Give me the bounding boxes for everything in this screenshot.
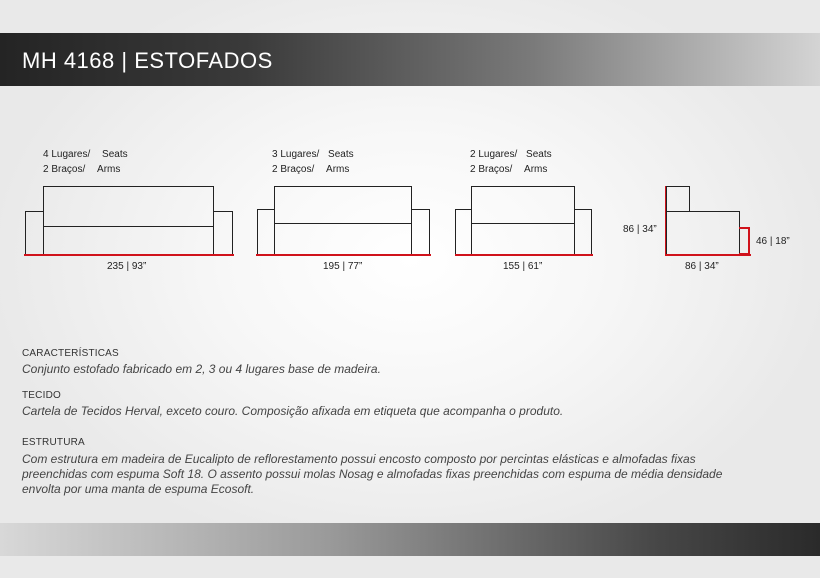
sofa-seats-label bbox=[43, 148, 128, 162]
seat-height-label: 46 | 18” bbox=[756, 236, 790, 247]
page-title: MH 4168 | ESTOFADOS bbox=[22, 48, 273, 73]
sofa-arms-label bbox=[43, 163, 120, 177]
section-body-tecido: Cartela de Tecidos Herval, exceto couro. Composição afixada em etiqueta que acompanha o produto. bbox=[22, 404, 564, 418]
width-label: 235 | 93” bbox=[107, 261, 147, 272]
footer-bar bbox=[0, 523, 820, 556]
seats-text: Seats bbox=[328, 149, 354, 160]
bracos-text: 2 Braços/ bbox=[272, 164, 315, 175]
lugares-text: 3 Lugares/ bbox=[272, 149, 320, 160]
width-dimension-line bbox=[24, 254, 234, 256]
arms-text: Arms bbox=[524, 164, 548, 175]
width-dimension-line bbox=[256, 254, 431, 256]
sofa-right-arm bbox=[411, 209, 430, 255]
side-body bbox=[666, 211, 740, 255]
arms-text: Arms bbox=[97, 164, 121, 175]
height-label: 86 | 34” bbox=[623, 224, 657, 235]
sofa-seat bbox=[43, 226, 214, 255]
sofa-left-arm bbox=[257, 209, 275, 255]
sofa-seats-label bbox=[272, 148, 354, 162]
seat-height-dimension-line bbox=[739, 227, 750, 255]
sofa-left-arm bbox=[455, 209, 472, 255]
section-title-estrutura: ESTRUTURA bbox=[22, 437, 85, 448]
sofa-backrest bbox=[274, 186, 412, 224]
sofa-seats-label bbox=[470, 148, 552, 162]
sofa-seat bbox=[471, 223, 575, 255]
width-dimension-line bbox=[455, 254, 593, 256]
sofa-seat bbox=[274, 223, 412, 255]
section-body-caracteristicas: Conjunto estofado fabricado em 2, 3 ou 4 lugares base de madeira. bbox=[22, 362, 381, 376]
bracos-text: 2 Braços/ bbox=[470, 164, 513, 175]
width-label: 195 | 77” bbox=[323, 261, 363, 272]
sofa-backrest bbox=[471, 186, 575, 224]
depth-label: 86 | 34” bbox=[685, 261, 719, 272]
section-title-tecido: TECIDO bbox=[22, 390, 61, 401]
sofa-right-arm bbox=[574, 209, 592, 255]
arms-text: Arms bbox=[326, 164, 350, 175]
lugares-text: 4 Lugares/ bbox=[43, 149, 91, 160]
bracos-text: 2 Braços/ bbox=[43, 164, 86, 175]
side-backrest-top bbox=[666, 186, 690, 212]
section-title-caracteristicas: CARACTERÍSTICAS bbox=[22, 348, 119, 359]
lugares-text: 2 Lugares/ bbox=[470, 149, 518, 160]
sofa-arms-label bbox=[470, 163, 547, 177]
sofa-backrest bbox=[43, 186, 214, 227]
seats-text: Seats bbox=[102, 149, 128, 160]
section-body-estrutura: Com estrutura em madeira de Eucalipto de reflorestamento possui encosto composto por percintas elásticas e almofadas fixas preenchidas com espuma Soft 18. O assento possui molas Nosag e almofadas fixas preenchidas com espuma de média densidade envolta por uma manta de espuma Ecosoft. bbox=[22, 452, 723, 496]
seats-text: Seats bbox=[526, 149, 552, 160]
sofa-right-arm bbox=[213, 211, 233, 255]
sofa-left-arm bbox=[25, 211, 44, 255]
sofa-arms-label bbox=[272, 163, 349, 177]
depth-dimension-line bbox=[665, 254, 751, 256]
width-label: 155 | 61” bbox=[503, 261, 543, 272]
